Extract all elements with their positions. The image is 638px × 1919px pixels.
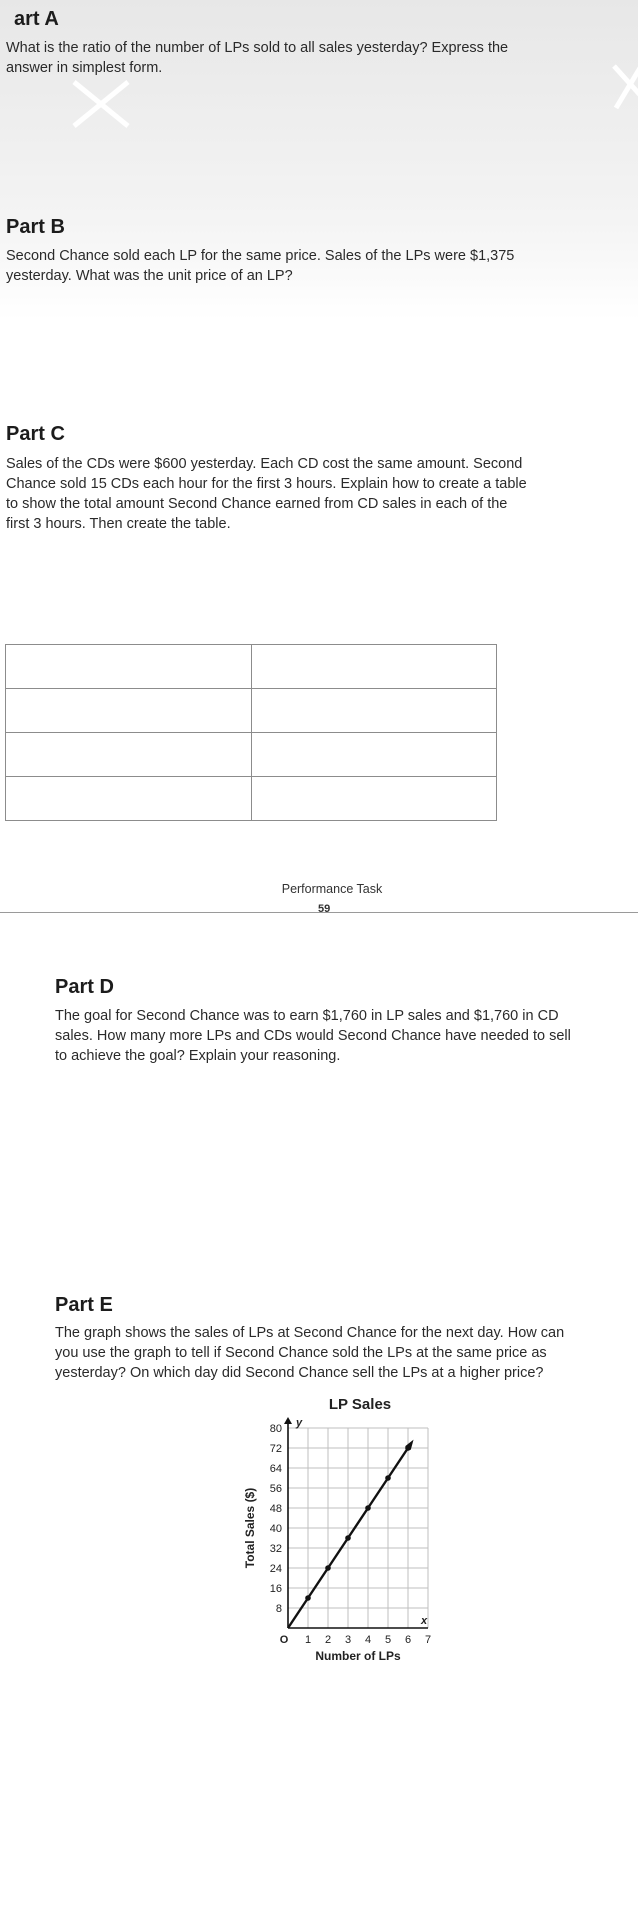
data-point xyxy=(325,1565,331,1571)
table-cell[interactable] xyxy=(6,733,252,777)
y-tick-label: 24 xyxy=(269,1563,282,1575)
table-cell[interactable] xyxy=(251,733,497,777)
y-axis-letter: y xyxy=(296,1417,303,1429)
part-d-question-line-1: The goal for Second Chance was to earn $1,760 in LP sales and $1,760 in CD xyxy=(55,1008,559,1024)
part-a-question-line-2: answer in simplest form. xyxy=(6,60,163,76)
y-tick-label: 32 xyxy=(269,1543,282,1555)
part-c-question-line-3: to show the total amount Second Chance earned from CD sales in each of the xyxy=(6,496,508,512)
part-c-heading: Part C xyxy=(6,423,65,445)
part-c-question-line-2: Chance sold 15 CDs each hour for the first 3 hours. Explain how to create a table xyxy=(6,476,527,492)
y-tick-label: 56 xyxy=(269,1483,282,1495)
table-row xyxy=(6,733,497,777)
part-e-question-line-1: The graph shows the sales of LPs at Second Chance for the next day. How can xyxy=(55,1325,565,1341)
chart-title: LP Sales xyxy=(328,1396,392,1413)
table-cell[interactable] xyxy=(6,645,252,689)
data-point xyxy=(385,1475,391,1481)
performance-task-label: Performance Task xyxy=(281,882,383,896)
data-point xyxy=(405,1445,411,1451)
part-d-question-line-3: to achieve the goal? Explain your reasoning. xyxy=(55,1048,341,1064)
origin-label: O xyxy=(279,1634,289,1646)
page-number-clipped xyxy=(318,904,348,912)
part-c-question-line-4: first 3 hours. Then create the table. xyxy=(6,516,231,532)
part-a-question-line-1: What is the ratio of the number of LPs sold to all sales yesterday? Express the xyxy=(6,40,509,56)
table-row xyxy=(6,689,497,733)
close-icon-edge[interactable] xyxy=(610,62,638,114)
y-tick-label: 8 xyxy=(275,1603,282,1615)
x-tick-label: 1 xyxy=(304,1634,312,1646)
table-cell[interactable] xyxy=(251,777,497,821)
page-number: 59 xyxy=(318,904,331,912)
answer-table xyxy=(5,644,497,821)
x-axis-letter: x xyxy=(421,1615,428,1627)
part-e-question-line-2: you use the graph to tell if Second Chance sold the LPs at the same price as xyxy=(55,1345,547,1361)
y-axis-title: Total Sales ($) xyxy=(243,1487,257,1569)
x-axis-title: Number of LPs xyxy=(315,1649,401,1663)
data-point xyxy=(345,1535,351,1541)
part-c-question-line-1: Sales of the CDs were $600 yesterday. Each CD cost the same amount. Second xyxy=(6,456,523,472)
data-point xyxy=(305,1595,311,1601)
part-e-question-line-3: yesterday? On which day did Second Chance sell the LPs at a higher price? xyxy=(55,1365,544,1381)
page-divider xyxy=(0,912,638,913)
y-axis-arrow xyxy=(284,1417,292,1424)
y-tick-label: 80 xyxy=(269,1423,282,1435)
y-tick-label: 16 xyxy=(269,1583,282,1595)
part-b-question-line-1: Second Chance sold each LP for the same price. Sales of the LPs were $1,375 xyxy=(6,248,515,264)
part-a-heading: art A xyxy=(14,8,59,30)
y-tick-label: 48 xyxy=(269,1503,282,1515)
table-cell[interactable] xyxy=(6,777,252,821)
y-tick-label: 40 xyxy=(269,1523,282,1535)
part-e-heading: Part E xyxy=(55,1294,113,1316)
part-b-question-line-2: yesterday. What was the unit price of an LP? xyxy=(6,268,293,284)
lp-sales-chart xyxy=(240,1416,440,1678)
part-d-heading: Part D xyxy=(55,976,114,998)
table-row xyxy=(6,645,497,689)
table-cell[interactable] xyxy=(251,645,497,689)
data-point xyxy=(365,1505,371,1511)
y-tick-label: 64 xyxy=(269,1463,282,1475)
table-cell[interactable] xyxy=(251,689,497,733)
x-tick-label: 7 xyxy=(424,1634,432,1646)
table-cell[interactable] xyxy=(6,689,252,733)
close-icon[interactable] xyxy=(70,78,132,130)
part-b-heading: Part B xyxy=(6,216,65,238)
x-tick-label: 2 xyxy=(324,1634,332,1646)
x-tick-label: 3 xyxy=(344,1634,352,1646)
y-tick-label: 72 xyxy=(269,1443,282,1455)
x-tick-label: 5 xyxy=(384,1634,392,1646)
table-row xyxy=(6,777,497,821)
x-tick-label: 6 xyxy=(404,1634,412,1646)
x-tick-label: 4 xyxy=(364,1634,372,1646)
part-d-question-line-2: sales. How many more LPs and CDs would Second Chance have needed to sell xyxy=(55,1028,571,1044)
